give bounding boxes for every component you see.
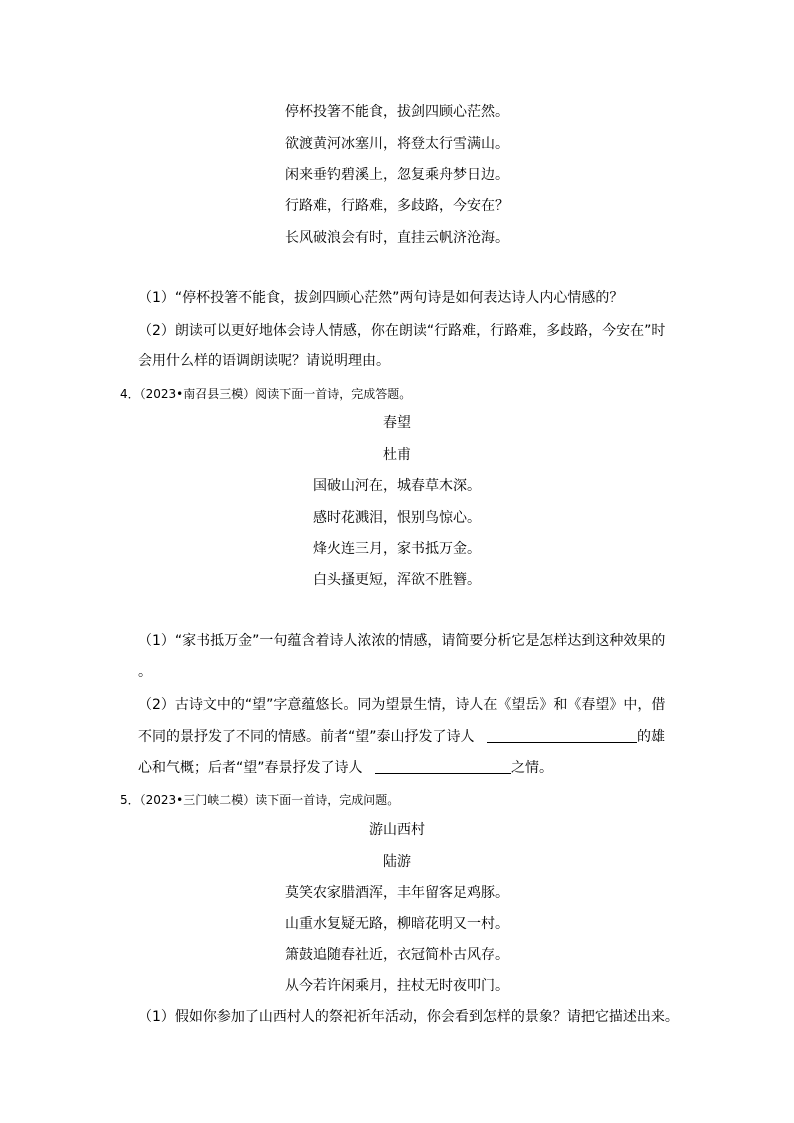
q4-poem-line: 感时花溅泪，恨别鸟惊心。 xyxy=(313,510,481,526)
q4-sub2-line3-text: 心和气概；后者“望”春景抒发了诗人 xyxy=(138,760,363,776)
q4-author: 杜甫 xyxy=(383,447,411,463)
q5-poem-line: 箫鼓追随春社近，衣冠简朴古风存。 xyxy=(285,947,509,963)
answer-blank[interactable] xyxy=(375,759,511,774)
q5-poem-line: 从今若许闲乘月，拄杖无时夜叩门。 xyxy=(285,978,509,994)
q5-header: 5．（2023•三门峡二模）读下面一首诗，完成问题。 xyxy=(120,793,400,807)
q4-sub2-line2-tail: 的雄 xyxy=(636,729,665,745)
q4-sub2-line2 xyxy=(138,727,665,747)
q5-sub1: （1）假如你参加了山西村人的祭祀祈年活动，你会看到怎样的景象？请把它描述出来。 xyxy=(138,1009,679,1025)
q4-sub2-line1: （2）古诗文中的“望”字意蕴悠长。同为望景生情，诗人在《望岳》和《春望》中，借 xyxy=(138,697,666,713)
q4-sub1-line2: 。 xyxy=(138,664,152,680)
q4-sub1-line1: （1）“家书抵万金”一句蕴含着诗人浓浓的情感，请简要分析它是怎样达到这种效果的 xyxy=(138,633,666,649)
q4-header: 4．（2023•南召县三模）阅读下面一首诗，完成答题。 xyxy=(120,387,412,401)
poem1-line: 欲渡黄河冰塞川，将登太行雪满山。 xyxy=(285,136,509,152)
q3-sub2-line2: 会用什么样的语调朗读呢？请说明理由。 xyxy=(138,353,390,369)
q5-title: 游山西村 xyxy=(369,822,425,838)
q3-sub2-line1: （2）朗读可以更好地体会诗人情感，你在朗读“行路难，行路难，多歧路，今安在”时 xyxy=(138,323,666,339)
q3-sub1: （1）“停杯投箸不能食，拔剑四顾心茫然”两句诗是如何表达诗人内心情感的？ xyxy=(138,290,624,306)
poem1-line: 行路难，行路难，多歧路，今安在？ xyxy=(285,198,509,214)
answer-blank[interactable] xyxy=(487,728,637,743)
q4-poem-line: 白头搔更短，浑欲不胜簪。 xyxy=(313,572,481,588)
poem1-line: 长风破浪会有时，直挂云帆济沧海。 xyxy=(285,230,509,246)
q4-title: 春望 xyxy=(383,415,411,431)
q5-poem-line: 莫笑农家腊酒浑，丰年留客足鸡豚。 xyxy=(285,885,509,901)
q4-poem-line: 国破山河在，城春草木深。 xyxy=(313,478,481,494)
q4-poem-line: 烽火连三月，家书抵万金。 xyxy=(313,541,481,557)
q4-sub2-line3-tail: 之情。 xyxy=(510,760,553,776)
q4-sub2-line3 xyxy=(138,758,553,778)
q5-author: 陆游 xyxy=(383,854,411,870)
poem1-line: 停杯投箸不能食，拔剑四顾心茫然。 xyxy=(285,104,509,120)
poem1-line: 闲来垂钓碧溪上，忽复乘舟梦日边。 xyxy=(285,167,509,183)
q4-sub2-line2-text: 不同的景抒发了不同的情感。前者“望”泰山抒发了诗人 xyxy=(138,729,475,745)
q5-poem-line: 山重水复疑无路，柳暗花明又一村。 xyxy=(285,916,509,932)
